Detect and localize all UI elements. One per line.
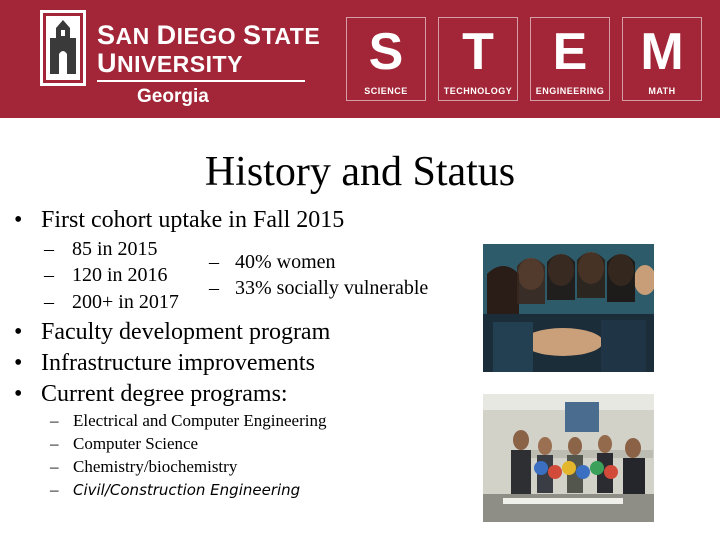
dash-marker: – — [50, 434, 59, 453]
stem-word: TECHNOLOGY — [443, 86, 513, 96]
bullet-first-cohort: First cohort uptake in Fall 2015 — [41, 207, 345, 233]
cohort-year-2015: 85 in 2015 — [72, 238, 158, 260]
program-chemistry: Chemistry/biochemistry — [73, 457, 238, 476]
dash-marker: – — [44, 238, 54, 260]
cohort-year-2017: 200+ in 2017 — [72, 291, 179, 313]
uni1-rest: AN — [115, 23, 157, 49]
bullet-faculty-development: Faculty development program — [41, 319, 331, 345]
stem-word: MATH — [648, 86, 676, 96]
dash-marker: – — [209, 251, 219, 273]
slide-title: History and Status — [204, 149, 516, 195]
cohort-stat-vulnerable: 33% socially vulnerable — [235, 277, 429, 299]
stem-tile-math — [622, 17, 702, 101]
bullet-marker: • — [14, 207, 23, 233]
bullet-marker: • — [14, 381, 23, 407]
stem-letter: M — [640, 23, 684, 81]
dash-marker: – — [44, 264, 54, 286]
bullet-marker: • — [14, 319, 23, 345]
stem-letter: T — [462, 23, 494, 81]
university-name-line1: SAN DIEGO STATE — [97, 20, 321, 50]
stem-tile-science — [346, 17, 426, 101]
cohort-year-2016: 120 in 2016 — [72, 264, 168, 286]
bullet-marker: • — [14, 350, 23, 376]
program-ece: Electrical and Computer Engineering — [73, 411, 327, 430]
logo-divider — [97, 80, 305, 82]
program-civil: Civil/Construction Engineering — [73, 481, 301, 499]
dash-marker: – — [50, 411, 59, 430]
header-banner — [0, 0, 720, 118]
stem-tile-technology — [438, 17, 518, 101]
dash-marker: – — [209, 277, 219, 299]
program-cs: Computer Science — [73, 434, 199, 453]
dash-marker: – — [44, 291, 54, 313]
cohort-stat-women: 40% women — [235, 251, 336, 273]
stem-letter: E — [552, 23, 588, 81]
stem-word: ENGINEERING — [535, 86, 605, 96]
bullet-infrastructure: Infrastructure improvements — [41, 350, 315, 376]
dash-marker: – — [50, 480, 59, 499]
sdsu-logo — [40, 10, 86, 86]
students-photo-group-hands — [483, 244, 654, 372]
students-photo-classroom — [483, 394, 654, 522]
bullet-degree-programs: Current degree programs: — [41, 381, 288, 407]
campus-name: Georgia — [137, 86, 209, 107]
stem-word: SCIENCE — [364, 86, 408, 96]
stem-tile-engineering — [530, 17, 610, 101]
dash-marker: – — [50, 457, 59, 476]
stem-letter: S — [368, 23, 404, 81]
university-name-line2: UNIVERSITY — [97, 48, 243, 78]
